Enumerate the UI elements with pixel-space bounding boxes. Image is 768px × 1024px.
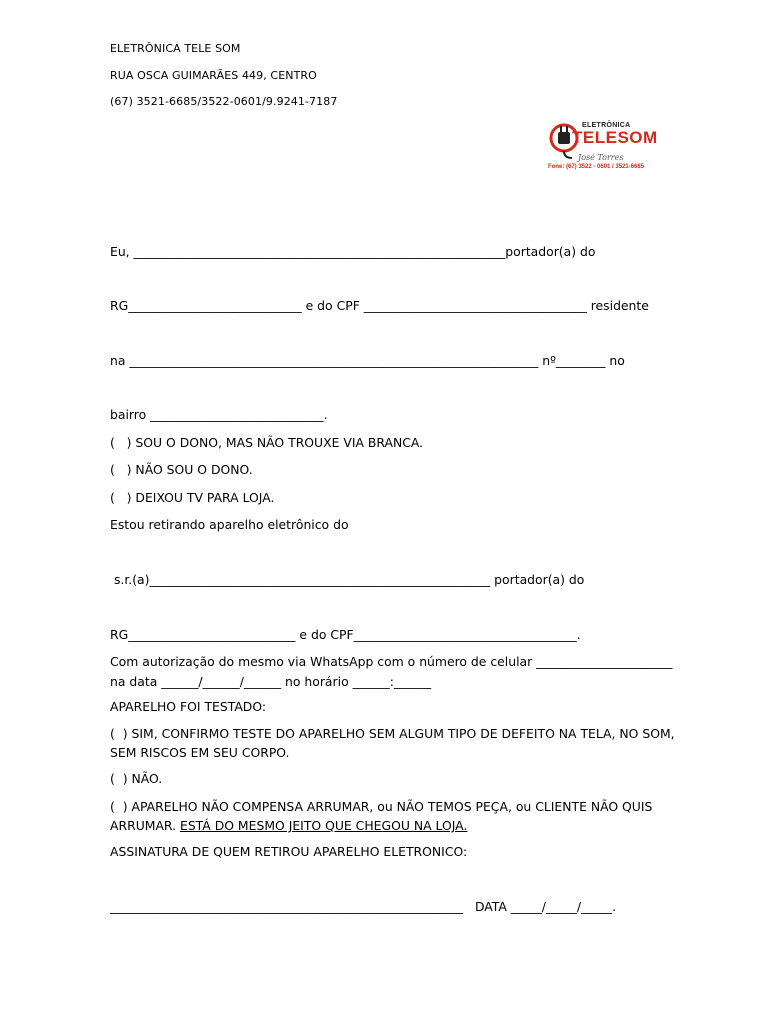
tested-heading: APARELHO FOI TESTADO: bbox=[110, 699, 267, 714]
logo-name: TELESOM bbox=[572, 128, 658, 147]
signature-label: ASSINATURA DE QUEM RETIROU APARELHO ELETRONICO: bbox=[110, 844, 468, 859]
option-left-tv: ( ) DEIXOU TV PARA LOJA. bbox=[110, 490, 275, 505]
field-address-line: na __________________________________________________________________ nº________ no bbox=[110, 353, 625, 368]
company-name: ELETRÔNICA TELE SOM bbox=[110, 42, 241, 55]
field-name-line: Eu, ____________________________________________________________portador(a) do bbox=[110, 244, 596, 259]
option-tested-yes-cont: SEM RISCOS EM SEU CORPO. bbox=[110, 745, 290, 760]
signature-date-line: _________________________________________________________ DATA _____/_____/_____. bbox=[110, 899, 617, 914]
field-rg-cpf-line: RG____________________________ e do CPF ____________________________________ residente bbox=[110, 298, 649, 313]
logo-signature: José Torres bbox=[578, 153, 624, 162]
not-worth-repair-text: ARRUMAR. bbox=[110, 818, 180, 833]
company-phones: (67) 3521-6685/3522-0601/9.9241-7187 bbox=[110, 95, 338, 108]
option-not-worth-repair: ( ) APARELHO NÃO COMPENSA ARRUMAR, ou NÃO TEMOS PEÇA, ou CLIENTE NÃO QUIS bbox=[110, 799, 653, 814]
withdrawal-statement: Estou retirando aparelho eletrônico do bbox=[110, 517, 349, 532]
field-whatsapp-line: Com autorização do mesmo via WhatsApp com o número de celular ______________________ bbox=[110, 654, 673, 669]
option-not-worth-repair-cont bbox=[110, 818, 467, 833]
same-condition-note: ESTÁ DO MESMO JEITO QUE CHEGOU NA LOJA. bbox=[179, 818, 468, 833]
field-owner-name-line: s.r.(a)_______________________________________________________ portador(a) do bbox=[110, 572, 585, 587]
option-owner-no-copy: ( ) SOU O DONO, MAS NÃO TROUXE VIA BRANCA. bbox=[110, 435, 424, 450]
logo-phone: Fone: (67) 3522 - 0601 / 3521-6685 bbox=[548, 164, 645, 170]
field-date-time-line: na data ______/______/______ no horário ______:______ bbox=[110, 674, 432, 689]
logo-title: ELETRÔNICA bbox=[582, 122, 631, 129]
option-tested-yes: ( ) SIM, CONFIRMO TESTE DO APARELHO SEM ALGUM TIPO DE DEFEITO NA TELA, NO SOM, bbox=[110, 726, 675, 741]
company-logo bbox=[548, 120, 670, 176]
option-not-owner: ( ) NÃO SOU O DONO. bbox=[110, 462, 253, 477]
field-owner-rg-cpf-line: RG___________________________ e do CPF____________________________________. bbox=[110, 627, 581, 642]
company-address: RUA OSCA GUIMARÃES 449, CENTRO bbox=[110, 69, 317, 82]
option-tested-no: ( ) NÃO. bbox=[110, 771, 163, 786]
field-neighborhood-line: bairro ____________________________. bbox=[110, 407, 328, 422]
